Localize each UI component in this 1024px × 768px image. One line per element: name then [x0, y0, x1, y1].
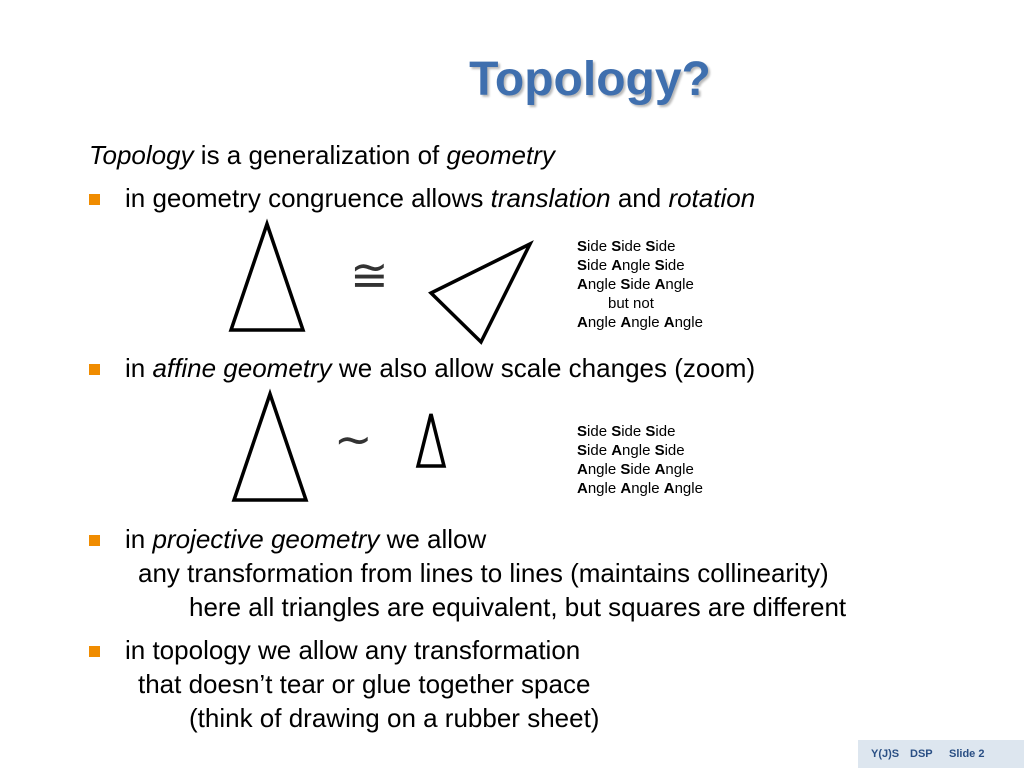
- bullet-1-part: and: [610, 183, 669, 213]
- rule-initial: A: [663, 314, 675, 331]
- rule-rest: ngle: [674, 480, 703, 497]
- slide-footer: [858, 740, 1024, 768]
- rule-rest: ngle: [622, 257, 655, 274]
- bullet-2-part: in: [125, 353, 153, 383]
- bullet-4-line-3: (think of drawing on a rubber sheet): [189, 703, 600, 733]
- bullet-2-text: [125, 353, 755, 384]
- rule-line: [577, 441, 703, 460]
- rule-initial: A: [577, 461, 588, 478]
- bullet-1-emph: rotation: [668, 183, 756, 213]
- rule-initial: A: [654, 461, 666, 478]
- rule-rest: ide: [587, 238, 612, 255]
- rule-line: [577, 275, 703, 294]
- triangle-rotated: [425, 238, 540, 348]
- rule-rest: ngle: [631, 314, 664, 331]
- bullet-3-text: [125, 524, 486, 555]
- footer-slide-number: Slide 2: [949, 748, 985, 760]
- footer-course: DSP: [910, 748, 933, 760]
- rule-rest: ide: [655, 238, 676, 255]
- bullet-1-text: [125, 183, 755, 214]
- rule-initial: A: [663, 480, 675, 497]
- bullet-4-line-2: that doesn’t tear or glue together space: [138, 669, 591, 699]
- rule-initial: A: [577, 480, 588, 497]
- rule-initial: A: [611, 442, 623, 459]
- rule-rest: ngle: [587, 480, 621, 497]
- bullet-3-line-3: here all triangles are equivalent, but squares are different: [189, 592, 847, 622]
- rule-rest: ide: [587, 423, 612, 440]
- intro-line: [89, 140, 555, 171]
- bullet-marker: [89, 535, 100, 546]
- rule-initial: A: [654, 276, 666, 293]
- rule-line: [577, 256, 703, 275]
- bullet-3-line-2: any transformation from lines to lines (maintains collinearity): [138, 558, 829, 588]
- rule-rest: ngle: [631, 480, 664, 497]
- bullet-3-emph: projective geometry: [152, 524, 380, 554]
- bullet-1-emph: translation: [490, 183, 611, 213]
- rule-initial: A: [620, 480, 632, 497]
- rule-rest: ide: [587, 257, 612, 274]
- rule-rest: ide: [587, 442, 612, 459]
- rule-line: [577, 460, 703, 479]
- footer-org: Y(J)S: [871, 748, 900, 760]
- rule-line: [577, 237, 703, 256]
- congruence-rules-1: [577, 237, 703, 332]
- rule-initial: S: [577, 238, 588, 255]
- rule-initial: S: [577, 423, 588, 440]
- rule-initial: S: [577, 257, 588, 274]
- rule-line: [577, 294, 703, 313]
- intro-term: Topology: [89, 140, 194, 170]
- rule-initial: S: [620, 461, 631, 478]
- slide-title: Topology?: [469, 53, 711, 106]
- bullet-2-part: we also allow scale changes (zoom): [331, 353, 756, 383]
- rule-initial: S: [620, 276, 631, 293]
- rule-line: [577, 422, 703, 441]
- triangle-small: [413, 410, 449, 472]
- rule-initial: A: [577, 276, 588, 293]
- rule-rest: ngle: [587, 461, 621, 478]
- bullet-4-line-1: in topology we allow any transformation: [125, 635, 581, 665]
- intro-term2: geometry: [446, 140, 555, 170]
- rule-rest: ngle: [674, 314, 703, 331]
- similar-symbol: ~: [334, 412, 373, 466]
- bullet-marker: [89, 194, 100, 205]
- triangle-tall: [225, 220, 310, 335]
- bullet-marker: [89, 364, 100, 375]
- rule-initial: S: [611, 238, 622, 255]
- bullet-marker: [89, 646, 100, 657]
- congruent-symbol: ≅: [350, 248, 389, 302]
- rule-rest: ide: [664, 257, 685, 274]
- intro-text: is a generalization of: [193, 140, 447, 170]
- rule-line: [577, 479, 703, 498]
- rule-rest: ide: [655, 423, 676, 440]
- triangle-large: [228, 390, 313, 505]
- rule-text: but not: [608, 295, 654, 312]
- rule-initial: S: [645, 423, 656, 440]
- similarity-rules: [577, 422, 703, 498]
- rule-initial: S: [645, 238, 656, 255]
- rule-initial: A: [577, 314, 588, 331]
- rule-initial: S: [654, 442, 665, 459]
- bullet-1-part: in geometry congruence allows: [125, 183, 491, 213]
- bullet-3-part: we allow: [379, 524, 487, 554]
- rule-rest: ngle: [665, 461, 694, 478]
- rule-rest: ide: [630, 461, 655, 478]
- rule-line: [577, 313, 703, 332]
- rule-rest: ngle: [587, 314, 621, 331]
- rule-rest: ide: [664, 442, 685, 459]
- rule-initial: A: [611, 257, 623, 274]
- rule-rest: ngle: [587, 276, 621, 293]
- rule-initial: A: [620, 314, 632, 331]
- rule-rest: ide: [630, 276, 655, 293]
- bullet-3-part: in: [125, 524, 153, 554]
- rule-rest: ide: [621, 238, 646, 255]
- rule-initial: S: [654, 257, 665, 274]
- rule-initial: S: [577, 442, 588, 459]
- rule-rest: ngle: [622, 442, 655, 459]
- bullet-2-emph: affine geometry: [152, 353, 332, 383]
- rule-initial: S: [611, 423, 622, 440]
- rule-rest: ngle: [665, 276, 694, 293]
- rule-rest: ide: [621, 423, 646, 440]
